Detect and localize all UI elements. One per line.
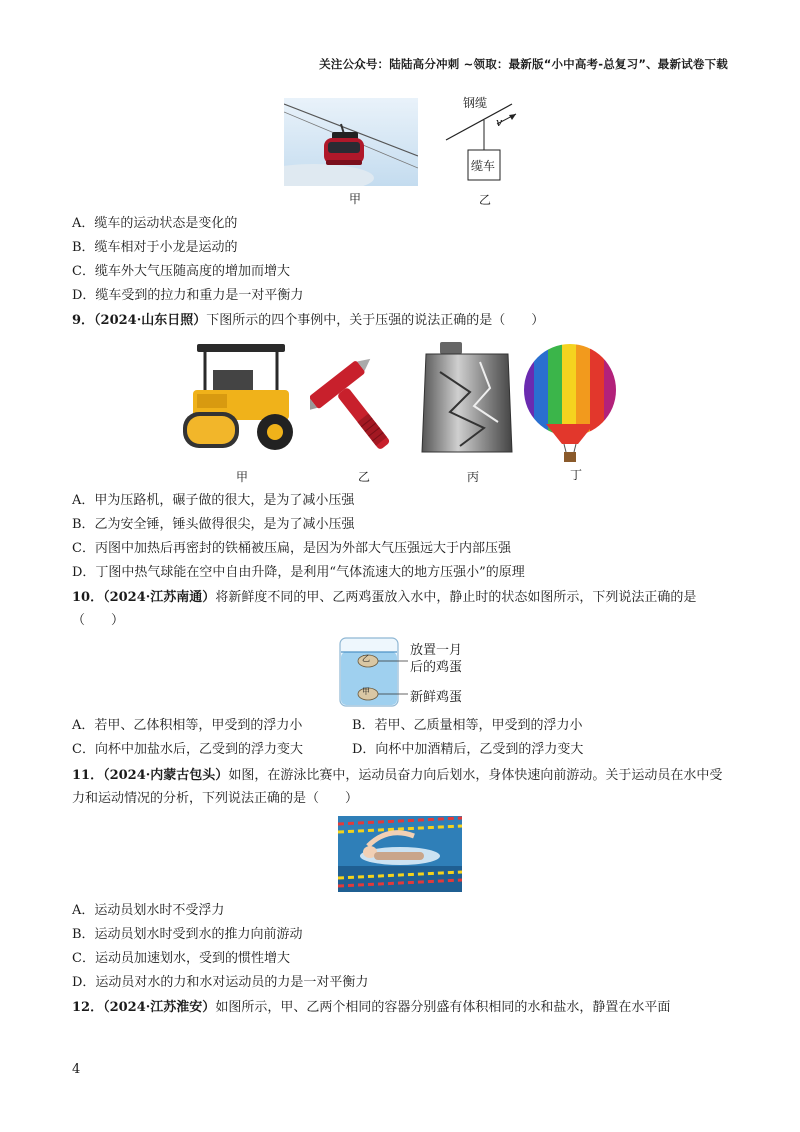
q9-option-c: C．丙图中加热后再密封的铁桶被压扁，是因为外部大气压强远大于内部压强: [72, 541, 511, 556]
question-number: 12．: [72, 1000, 104, 1015]
hot-air-balloon-svg: [522, 344, 618, 464]
hot-air-balloon-image: [522, 344, 618, 464]
q11-option-a: A．运动员划水时不受浮力: [72, 903, 225, 918]
q8-option-d: D．缆车受到的拉力和重力是一对平衡力: [72, 288, 304, 303]
q8-option-a: A．缆车的运动状态是变化的: [72, 216, 238, 231]
q10-option-a: A．若甲、乙体积相等，甲受到的浮力小: [72, 718, 303, 733]
safety-hammer-svg: [310, 344, 414, 450]
question-source: （2024·江苏南通）: [103, 590, 216, 605]
question-text: 如图，在游泳比赛中，运动员奋力向后划水，身体快速向前游动。关于运动员在水中受力和运动情况的分析，下列说法正确的是（ ）: [72, 768, 723, 806]
q9-stem: [72, 309, 732, 332]
q11-stem: [72, 764, 732, 810]
cable-car-illustration: [284, 98, 418, 186]
cable-label: 钢缆: [463, 96, 488, 110]
crushed-can-svg: [420, 342, 514, 456]
figure-caption: 乙: [479, 193, 492, 207]
beaker-eggs-figure: [334, 634, 410, 710]
question-source: （2024·江苏淮安）: [103, 1000, 216, 1015]
figure-caption: 乙: [358, 470, 371, 484]
old-egg-label-line1: 放置一月: [410, 643, 463, 658]
crushed-can-image: [420, 342, 514, 456]
q9-option-b: B．乙为安全锤，锤头做得很尖，是为了减小压强: [72, 517, 355, 532]
figure-caption: 甲: [349, 192, 362, 206]
q9-option-d: D．丁图中热气球能在空中自由升降，是利用“气体流速大的地方压强小”的原理: [72, 565, 525, 580]
figure-caption: 甲: [236, 470, 249, 484]
q11-option-d: D．运动员对水的力和水对运动员的力是一对平衡力: [72, 975, 369, 990]
old-egg-label: [410, 642, 462, 676]
q8-option-b: B．缆车相对于小龙是运动的: [72, 240, 238, 255]
cable-car-photo: [284, 98, 418, 186]
figure-caption: 丙: [467, 470, 480, 484]
velocity-label: v: [496, 116, 503, 129]
road-roller-svg: [183, 340, 299, 452]
q11-option-b: B．运动员划水时受到水的推力向前游动: [72, 927, 303, 942]
page-header: 关注公众号：陆陆高分冲刺 ~领取：最新版“小中高考-总复习”、最新试卷下载: [319, 57, 728, 71]
q10-option-b: B．若甲、乙质量相等，甲受到的浮力小: [352, 718, 583, 733]
egg-jia-label: 甲: [362, 687, 370, 696]
question-text: 下图所示的四个事例中，关于压强的说法正确的是（ ）: [206, 313, 545, 328]
old-egg-label-line2: 后的鸡蛋: [410, 660, 463, 675]
question-source: （2024·山东日照）: [94, 313, 207, 328]
q10-stem: [72, 586, 732, 632]
swimmer-photo: [338, 816, 462, 892]
q11-option-c: C．运动员加速划水，受到的惯性增大: [72, 951, 290, 966]
beaker-svg: [334, 634, 410, 710]
safety-hammer-image: [310, 344, 414, 450]
question-number: 9．: [72, 313, 95, 328]
figure-caption: 丁: [570, 468, 583, 482]
page-number: 4: [72, 1062, 81, 1077]
question-number: 10．: [72, 590, 104, 605]
egg-yi-label: 乙: [362, 654, 370, 663]
question-source: （2024·内蒙古包头）: [103, 768, 229, 783]
cable-car-box-label: 缆车: [471, 159, 496, 173]
question-text: 如图所示，甲、乙两个相同的容器分别盛有体积相同的水和盐水，静置在水平面: [215, 1000, 671, 1015]
swimmer-svg: [338, 816, 462, 892]
road-roller-image: [183, 340, 299, 452]
q8-option-c: C．缆车外大气压随高度的增加而增大: [72, 264, 290, 279]
q10-option-d: D．向杯中加酒精后，乙受到的浮力变大: [352, 742, 584, 757]
q10-option-c: C．向杯中加盐水后，乙受到的浮力变大: [72, 742, 303, 757]
q12-stem: [72, 996, 732, 1019]
q9-option-a: A．甲为压路机，碾子做的很大，是为了减小压强: [72, 493, 355, 508]
question-number: 11．: [72, 768, 104, 783]
question-text: 将新鲜度不同的甲、乙两鸡蛋放入水中，静止时的状态如图所示，下列说法正确的是（ ）: [72, 590, 697, 628]
fresh-egg-label: 新鲜鸡蛋: [410, 690, 463, 705]
